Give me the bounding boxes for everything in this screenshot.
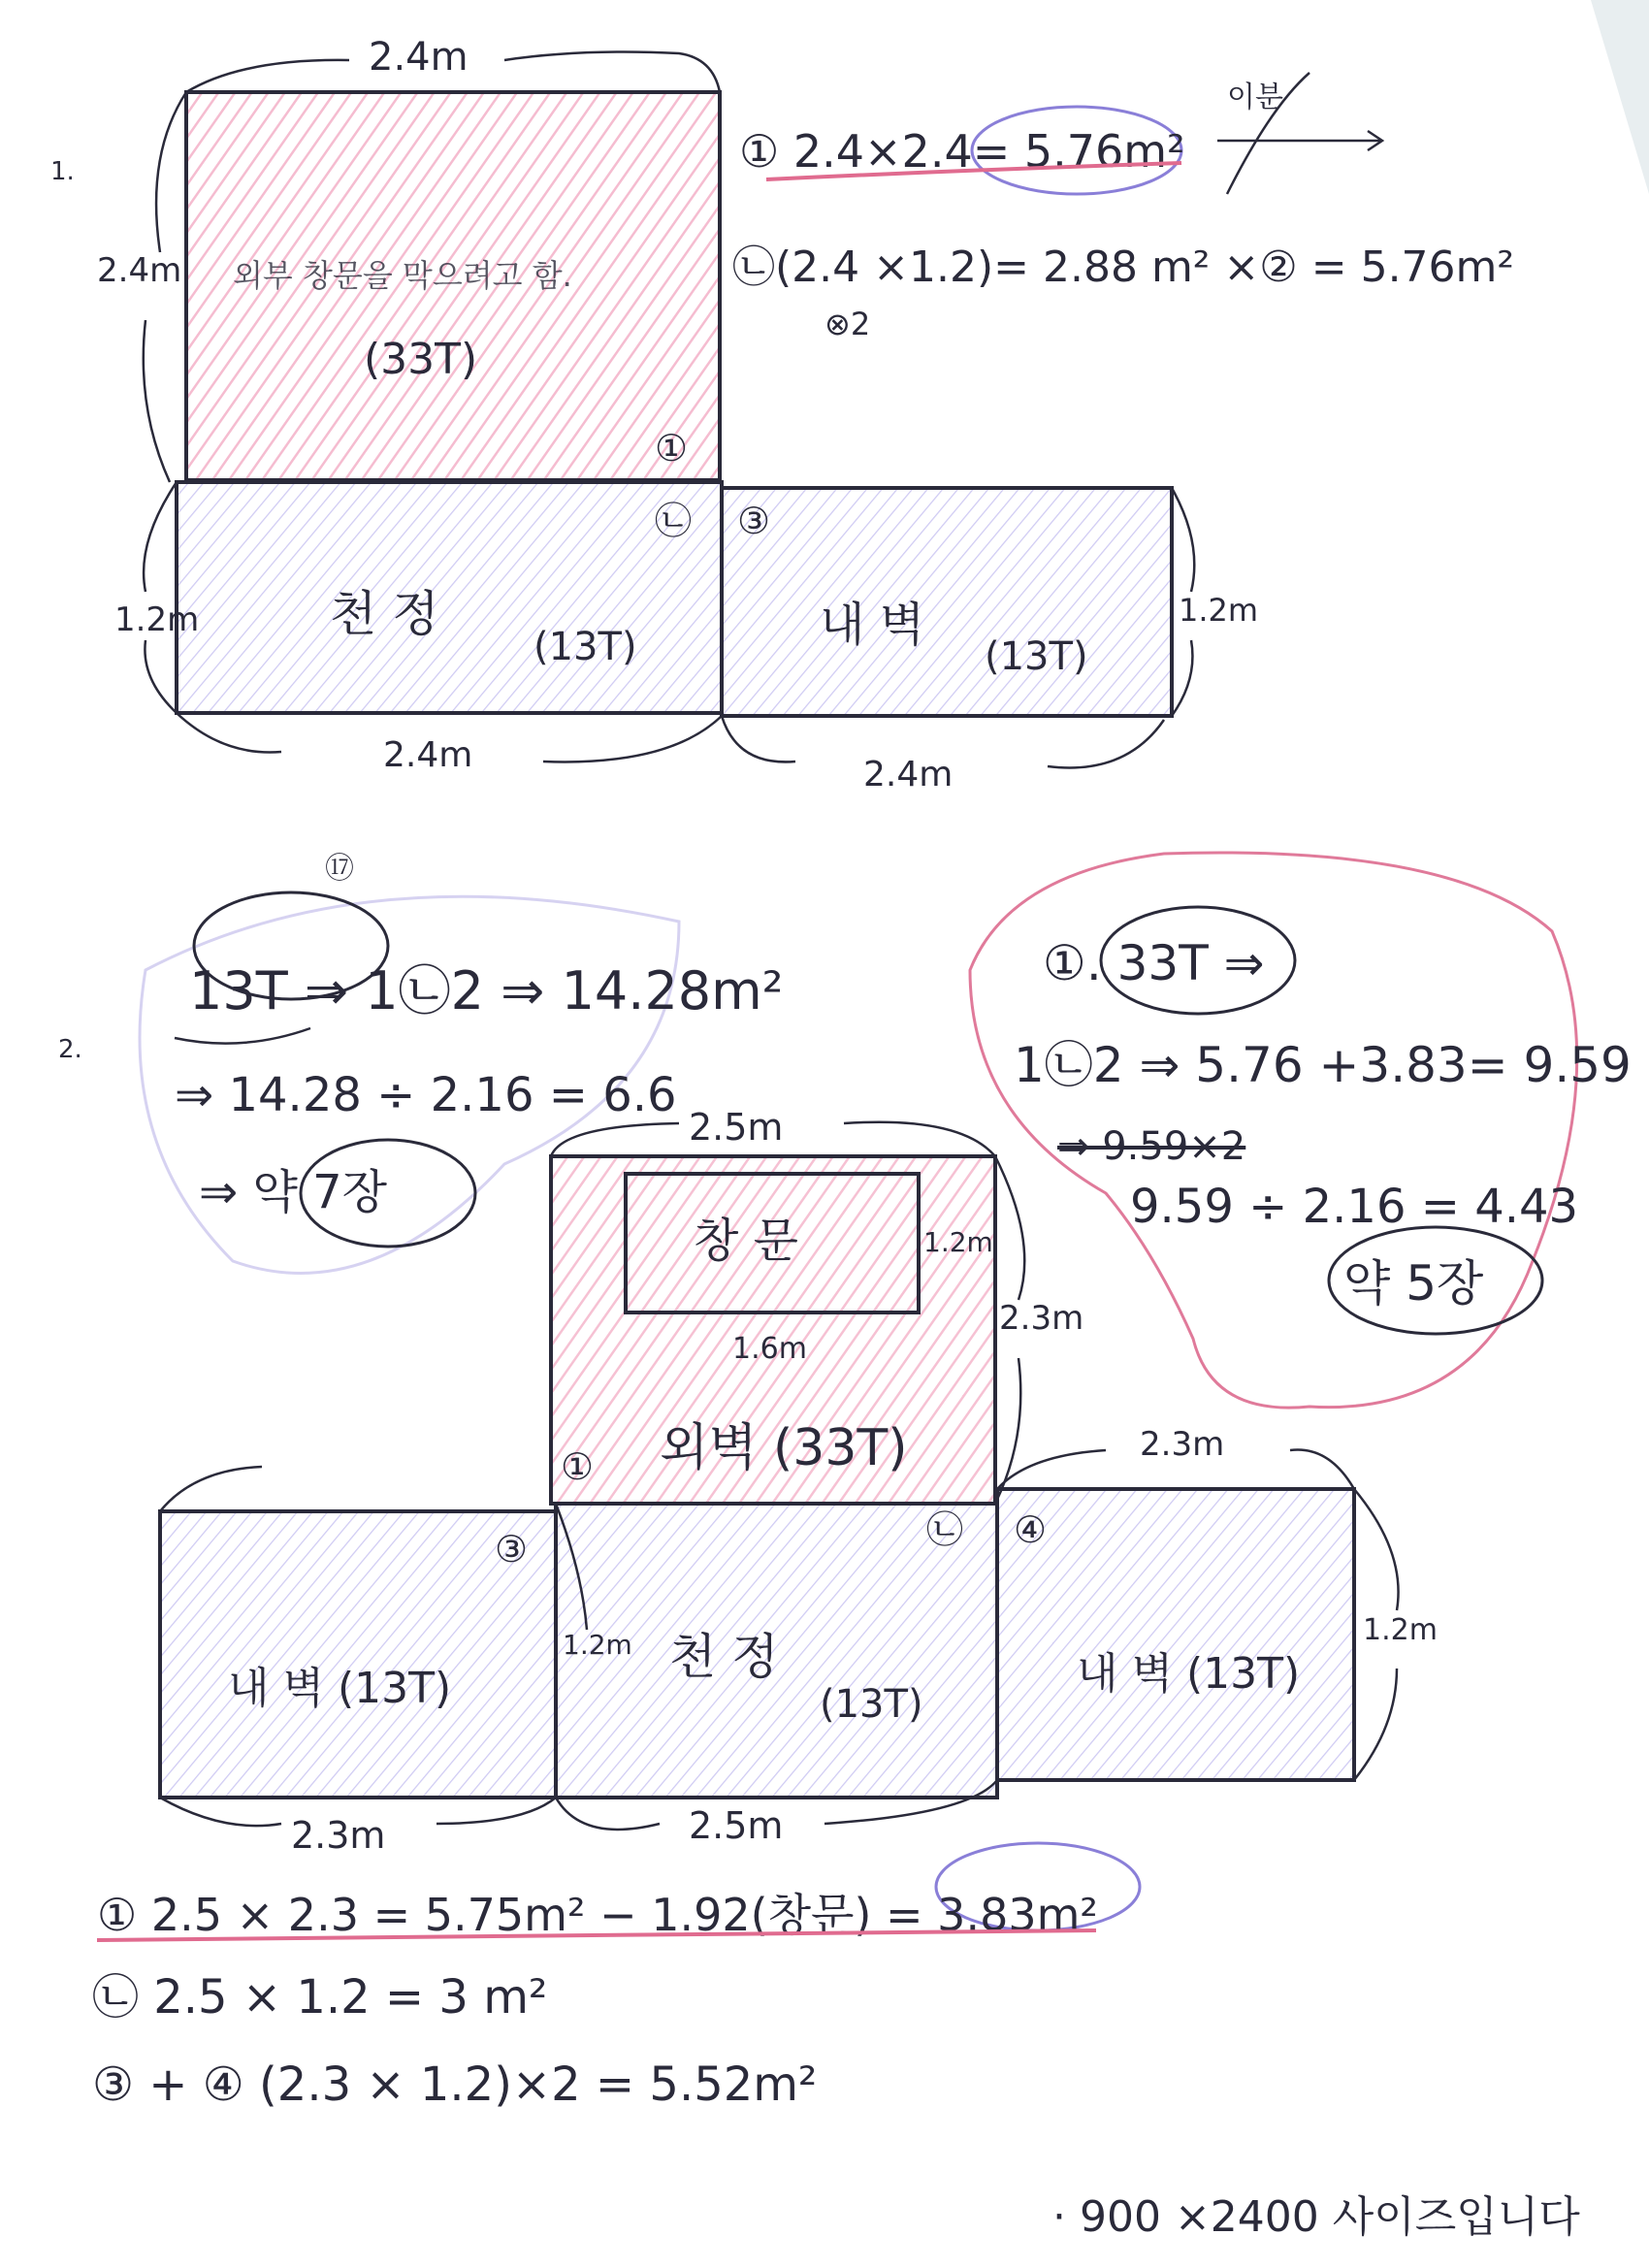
s1-panel1-thickness: (33T) [364, 335, 478, 384]
s2-footer-note: · 900 ×2400 사이즈입니다 [1052, 2192, 1580, 2242]
s2-bottom-dim1: 2.3m [291, 1814, 386, 1857]
s2-right-line5: 약 5장 [1343, 1255, 1484, 1312]
s1-wall-fill [722, 488, 1172, 716]
s1-wall-thickness: (13T) [985, 634, 1088, 679]
s1-panel1-marker: ① [655, 427, 689, 470]
s2-outer-wall-marker: ① [561, 1445, 595, 1488]
s1-calc2: ㉡(2.4 ×1.2)= 2.88 m² ×② = 5.76m² [732, 243, 1515, 292]
s1-calc1: ① 2.4×2.4= 5.76m² [739, 125, 1185, 178]
s2-right-line2: 1㉡2 ⇒ 5.76 +3.83= 9.59 [1014, 1037, 1632, 1093]
s2-outer-wall-label: 외벽 (33T) [660, 1419, 908, 1477]
s2-ceiling-marker: ㉡ [926, 1508, 964, 1551]
s1-top-dim: 2.4m [369, 35, 469, 80]
s1-ceiling-label: 천 정 [330, 586, 439, 642]
s2-side-top-dim: 2.3m [1140, 1425, 1225, 1464]
s2-right-line4: 9.59 ÷ 2.16 = 4.43 [1130, 1180, 1579, 1234]
s2-ceiling-dim: 1.2m [563, 1629, 632, 1661]
s2-outer-h: 2.3m [999, 1299, 1084, 1338]
s1-calc2-note: ⊗2 [824, 306, 871, 342]
s2-left-wall-marker: ③ [495, 1528, 529, 1571]
s1-wall-label: 내 벽 [820, 598, 924, 652]
s2-right-line1: ①. 33T ⇒ [1043, 935, 1265, 991]
s2-ceiling-thickness: (13T) [820, 1682, 923, 1727]
s1-bottom-dim2: 2.4m [863, 755, 954, 794]
s1-side-note: 이분 [1227, 81, 1283, 114]
s2-window-w: 1.6m [732, 1332, 807, 1366]
s1-panel1-note: 외부 창문을 막으려고 함. [233, 257, 572, 294]
s1-ceiling-thickness: (13T) [534, 625, 637, 669]
s1-left-dim2: 1.2m [114, 600, 200, 639]
s2-right-dim: 1.2m [1363, 1613, 1438, 1647]
s2-calc1: ① 2.5 × 2.3 = 5.75m² − 1.92(창문) = 3.83m² [97, 1889, 1098, 1941]
s1-ceiling-fill [177, 482, 722, 713]
paper-corner [1591, 0, 1649, 194]
s2-right-wall-marker: ④ [1014, 1508, 1048, 1551]
s2-window-label: 창 문 [694, 1214, 798, 1268]
s2-bottom-dim2: 2.5m [689, 1804, 784, 1847]
s1-left-dim: 2.4m [97, 251, 182, 290]
s2-left-line1: 13T ⇒ 1㉡2 ⇒ 14.28m² [189, 960, 784, 1021]
s2-calc2: ㉡ 2.5 × 1.2 = 3 m² [92, 1970, 548, 2025]
s2-right-wall-label: 내 벽 (13T) [1077, 1649, 1301, 1699]
s2-top-dim: 2.5m [689, 1106, 784, 1149]
s1-left-dim2-curve [144, 482, 177, 713]
s2-right-line3: ⇒ 9.59×2 [1057, 1124, 1246, 1169]
s2-ceiling-label: 천 정 [669, 1629, 779, 1685]
s1-bottom-dim-curve [177, 713, 1164, 767]
s2-right-wall-fill [997, 1489, 1354, 1780]
s1-bottom-dim1: 2.4m [383, 735, 473, 775]
section1-number: 1. [50, 157, 75, 186]
s1-ceiling-marker: ㉡ [655, 500, 693, 542]
s2-left-underline [175, 1028, 310, 1044]
s2-window-h: 1.2m [923, 1226, 993, 1258]
s2-marker-top: ⑰ [325, 852, 354, 886]
s2-left-wall-label: 내 벽 (13T) [228, 1664, 452, 1713]
section2-number: 2. [58, 1035, 82, 1064]
s2-left-line3: ⇒ 약 7장 [199, 1165, 388, 1219]
s2-calc3: ③ + ④ (2.3 × 1.2)×2 = 5.52m² [92, 2057, 818, 2112]
s1-right-dim: 1.2m [1179, 592, 1259, 629]
s1-wall-marker: ③ [737, 500, 771, 542]
s2-left-line2: ⇒ 14.28 ÷ 2.16 = 6.6 [175, 1068, 677, 1122]
